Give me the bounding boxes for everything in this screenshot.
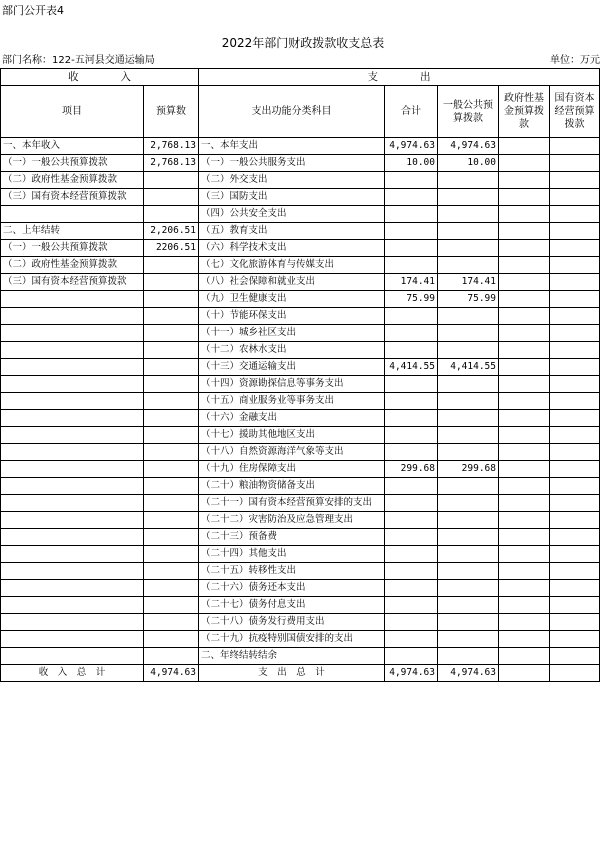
expenditure-general-cell: [438, 206, 499, 223]
table-row: [1, 529, 600, 546]
income-budget-cell: [144, 257, 199, 274]
income-budget-cell: 2206.51: [144, 240, 199, 257]
income-item-cell: [1, 495, 144, 512]
expenditure-fund-total: [499, 665, 550, 682]
expenditure-state-cell: [550, 138, 600, 155]
expenditure-total-cell: [385, 308, 438, 325]
expenditure-function-cell: （一）一般公共服务支出: [199, 155, 385, 172]
table-row: [1, 291, 600, 308]
column-header-total: 合计: [385, 86, 438, 138]
expenditure-fund-cell: [499, 529, 550, 546]
income-item-cell: [1, 342, 144, 359]
table-row: [1, 325, 600, 342]
income-item-cell: [1, 614, 144, 631]
table-row: [1, 240, 600, 257]
income-item-cell: （三）国有资本经营预算拨款: [1, 274, 144, 291]
expenditure-fund-cell: [499, 376, 550, 393]
income-budget-cell: [144, 393, 199, 410]
totals-row: [1, 665, 600, 682]
income-budget-cell: [144, 614, 199, 631]
expenditure-general-cell: 10.00: [438, 155, 499, 172]
expenditure-total-label: 支 出 总 计: [199, 665, 385, 682]
expenditure-state-cell: [550, 529, 600, 546]
income-budget-cell: [144, 342, 199, 359]
income-item-cell: [1, 308, 144, 325]
table-row: [1, 444, 600, 461]
expenditure-state-cell: [550, 631, 600, 648]
expenditure-total-cell: [385, 189, 438, 206]
expenditure-total-cell: [385, 240, 438, 257]
expenditure-total-cell: [385, 393, 438, 410]
expenditure-state-cell: [550, 274, 600, 291]
income-budget-cell: [144, 206, 199, 223]
income-item-cell: [1, 206, 144, 223]
expenditure-fund-cell: [499, 563, 550, 580]
income-budget-cell: [144, 359, 199, 376]
expenditure-total-cell: [385, 444, 438, 461]
expenditure-state-cell: [550, 376, 600, 393]
expenditure-state-cell: [550, 359, 600, 376]
expenditure-total-cell: [385, 325, 438, 342]
expenditure-function-cell: （二十）粮油物资储备支出: [199, 478, 385, 495]
income-budget-cell: [144, 631, 199, 648]
expenditure-fund-cell: [499, 257, 550, 274]
table-row: [1, 189, 600, 206]
column-header-state: 国有资本经营预算拨款: [550, 86, 600, 138]
income-budget-cell: [144, 410, 199, 427]
expenditure-total-cell: 75.99: [385, 291, 438, 308]
income-budget-cell: [144, 189, 199, 206]
expenditure-general-cell: [438, 325, 499, 342]
expenditure-function-cell: （十四）资源勘探信息等事务支出: [199, 376, 385, 393]
expenditure-general-cell: [438, 308, 499, 325]
table-row: [1, 257, 600, 274]
expenditure-total-cell: [385, 495, 438, 512]
expenditure-fund-cell: [499, 206, 550, 223]
expenditure-state-cell: [550, 512, 600, 529]
table-row: [1, 393, 600, 410]
income-item-cell: [1, 325, 144, 342]
expenditure-function-cell: （十）节能环保支出: [199, 308, 385, 325]
expenditure-function-cell: （十二）农林水支出: [199, 342, 385, 359]
expenditure-function-cell: 一、本年支出: [199, 138, 385, 155]
expenditure-function-cell: （十一）城乡社区支出: [199, 325, 385, 342]
expenditure-fund-cell: [499, 274, 550, 291]
expenditure-state-cell: [550, 546, 600, 563]
expenditure-fund-cell: [499, 495, 550, 512]
income-budget-cell: 2,768.13: [144, 138, 199, 155]
expenditure-state-cell: [550, 206, 600, 223]
expenditure-state-cell: [550, 461, 600, 478]
expenditure-function-cell: （二十六）债务还本支出: [199, 580, 385, 597]
expenditure-general-cell: 299.68: [438, 461, 499, 478]
expenditure-total-cell: [385, 529, 438, 546]
table-row: [1, 138, 600, 155]
expenditure-function-cell: （十五）商业服务业等事务支出: [199, 393, 385, 410]
expenditure-fund-cell: [499, 342, 550, 359]
table-row: [1, 376, 600, 393]
expenditure-function-cell: （二十四）其他支出: [199, 546, 385, 563]
table-row: [1, 461, 600, 478]
expenditure-fund-cell: [499, 648, 550, 665]
table-row: [1, 648, 600, 665]
income-budget-cell: [144, 376, 199, 393]
income-item-cell: 二、上年结转: [1, 223, 144, 240]
expenditure-fund-cell: [499, 461, 550, 478]
expenditure-fund-cell: [499, 359, 550, 376]
table-row: [1, 597, 600, 614]
income-budget-cell: [144, 546, 199, 563]
expenditure-state-cell: [550, 342, 600, 359]
expenditure-general-cell: [438, 223, 499, 240]
expenditure-general-cell: 174.41: [438, 274, 499, 291]
expenditure-function-cell: （二十三）预备费: [199, 529, 385, 546]
expenditure-total-cell: 174.41: [385, 274, 438, 291]
income-item-cell: [1, 376, 144, 393]
income-item-cell: （二）政府性基金预算拨款: [1, 172, 144, 189]
expenditure-total-cell: [385, 427, 438, 444]
expenditure-general-cell: [438, 597, 499, 614]
income-budget-cell: [144, 597, 199, 614]
expenditure-state-cell: [550, 257, 600, 274]
income-item-cell: [1, 580, 144, 597]
expenditure-general-cell: [438, 580, 499, 597]
expenditure-fund-cell: [499, 478, 550, 495]
expenditure-fund-cell: [499, 172, 550, 189]
expenditure-state-cell: [550, 393, 600, 410]
income-item-cell: [1, 648, 144, 665]
table-row: [1, 155, 600, 172]
expenditure-state-cell: [550, 325, 600, 342]
expenditure-total-cell: [385, 172, 438, 189]
expenditure-general-cell: [438, 342, 499, 359]
expenditure-function-cell: （二十一）国有资本经营预算安排的支出: [199, 495, 385, 512]
expenditure-general-cell: [438, 427, 499, 444]
expenditure-state-total: [550, 665, 600, 682]
income-total-label: 收 入 总 计: [1, 665, 144, 682]
table-header-group-row: [1, 69, 600, 86]
expenditure-total-value: 4,974.63: [385, 665, 438, 682]
income-total-value: 4,974.63: [144, 665, 199, 682]
income-item-cell: [1, 529, 144, 546]
expenditure-fund-cell: [499, 444, 550, 461]
expenditure-state-cell: [550, 291, 600, 308]
expenditure-state-cell: [550, 478, 600, 495]
income-item-cell: [1, 597, 144, 614]
income-budget-cell: [144, 495, 199, 512]
income-item-cell: [1, 427, 144, 444]
expenditure-state-cell: [550, 240, 600, 257]
expenditure-total-cell: [385, 512, 438, 529]
expenditure-function-cell: （二）外交支出: [199, 172, 385, 189]
expenditure-function-cell: （五）教育支出: [199, 223, 385, 240]
expenditure-fund-cell: [499, 138, 550, 155]
expenditure-state-cell: [550, 444, 600, 461]
expenditure-fund-cell: [499, 597, 550, 614]
expenditure-total-cell: [385, 206, 438, 223]
expenditure-general-cell: [438, 172, 499, 189]
expenditure-state-cell: [550, 308, 600, 325]
expenditure-total-cell: [385, 614, 438, 631]
expenditure-fund-cell: [499, 240, 550, 257]
expenditure-state-cell: [550, 427, 600, 444]
expenditure-general-cell: [438, 648, 499, 665]
income-budget-cell: [144, 529, 199, 546]
expenditure-fund-cell: [499, 512, 550, 529]
expenditure-function-cell: （十六）金融支出: [199, 410, 385, 427]
table-row: [1, 410, 600, 427]
expenditure-fund-cell: [499, 155, 550, 172]
expenditure-fund-cell: [499, 631, 550, 648]
income-item-cell: （一）一般公共预算拨款: [1, 240, 144, 257]
expenditure-function-cell: （七）文化旅游体育与传媒支出: [199, 257, 385, 274]
table-row: [1, 546, 600, 563]
table-row: [1, 614, 600, 631]
income-item-cell: [1, 393, 144, 410]
income-item-cell: [1, 478, 144, 495]
expenditure-fund-cell: [499, 614, 550, 631]
table-row: [1, 495, 600, 512]
expenditure-state-cell: [550, 563, 600, 580]
expenditure-function-cell: （二十九）抗疫特别国债安排的支出: [199, 631, 385, 648]
expenditure-function-cell: （九）卫生健康支出: [199, 291, 385, 308]
expenditure-total-cell: 4,414.55: [385, 359, 438, 376]
expenditure-fund-cell: [499, 189, 550, 206]
income-budget-cell: [144, 308, 199, 325]
table-row: [1, 223, 600, 240]
expenditure-general-cell: [438, 495, 499, 512]
unit-label: 单位：万元: [550, 55, 600, 66]
income-item-cell: [1, 563, 144, 580]
expenditure-function-cell: （十七）援助其他地区支出: [199, 427, 385, 444]
expenditure-fund-cell: [499, 546, 550, 563]
table-row: [1, 563, 600, 580]
expenditure-fund-cell: [499, 410, 550, 427]
table-row: [1, 206, 600, 223]
expenditure-fund-cell: [499, 393, 550, 410]
column-header-fund: 政府性基金预算拨款: [499, 86, 550, 138]
table-row: [1, 342, 600, 359]
expenditure-state-cell: [550, 580, 600, 597]
expenditure-state-cell: [550, 410, 600, 427]
table-row: [1, 359, 600, 376]
expenditure-state-cell: [550, 155, 600, 172]
income-budget-cell: [144, 512, 199, 529]
expenditure-general-cell: [438, 631, 499, 648]
expenditure-general-cell: 4,414.55: [438, 359, 499, 376]
income-item-cell: （二）政府性基金预算拨款: [1, 257, 144, 274]
table-row: [1, 512, 600, 529]
expenditure-fund-cell: [499, 308, 550, 325]
expenditure-total-cell: [385, 257, 438, 274]
expenditure-function-cell: （十九）住房保障支出: [199, 461, 385, 478]
expenditure-total-cell: [385, 376, 438, 393]
income-budget-cell: [144, 580, 199, 597]
expenditure-general-cell: [438, 376, 499, 393]
income-budget-cell: [144, 274, 199, 291]
expenditure-fund-cell: [499, 427, 550, 444]
expenditure-function-cell: （四）公共安全支出: [199, 206, 385, 223]
expenditure-general-cell: [438, 393, 499, 410]
expenditure-function-cell: （二十七）债务付息支出: [199, 597, 385, 614]
income-item-cell: [1, 631, 144, 648]
expenditure-state-cell: [550, 495, 600, 512]
income-budget-cell: 2,206.51: [144, 223, 199, 240]
expenditure-general-cell: [438, 546, 499, 563]
expenditure-total-cell: [385, 563, 438, 580]
expenditure-state-cell: [550, 597, 600, 614]
income-item-cell: [1, 444, 144, 461]
expenditure-total-cell: [385, 597, 438, 614]
expenditure-state-cell: [550, 614, 600, 631]
income-item-cell: [1, 291, 144, 308]
expenditure-general-cell: [438, 563, 499, 580]
income-item-cell: [1, 512, 144, 529]
expenditure-fund-cell: [499, 223, 550, 240]
department-name: 部门名称：122-五河县交通运输局: [2, 55, 155, 66]
expenditure-state-cell: [550, 172, 600, 189]
expenditure-total-cell: 4,974.63: [385, 138, 438, 155]
income-budget-cell: 2,768.13: [144, 155, 199, 172]
expenditure-general-cell: [438, 478, 499, 495]
income-budget-cell: [144, 563, 199, 580]
expenditure-total-cell: [385, 223, 438, 240]
expenditure-fund-cell: [499, 291, 550, 308]
expenditure-total-cell: [385, 648, 438, 665]
income-budget-cell: [144, 648, 199, 665]
income-budget-cell: [144, 427, 199, 444]
expenditure-header: 支 出: [199, 69, 600, 86]
expenditure-total-cell: 10.00: [385, 155, 438, 172]
expenditure-general-cell: 75.99: [438, 291, 499, 308]
expenditure-function-cell: （三）国防支出: [199, 189, 385, 206]
column-header-general: 一般公共预算拨款: [438, 86, 499, 138]
income-budget-cell: [144, 478, 199, 495]
table-row: [1, 274, 600, 291]
table-row: [1, 427, 600, 444]
document-label: 部门公开表4: [2, 4, 64, 17]
column-header-function: 支出功能分类科目: [199, 86, 385, 138]
expenditure-general-cell: [438, 444, 499, 461]
expenditure-general-cell: [438, 257, 499, 274]
expenditure-general-cell: [438, 529, 499, 546]
expenditure-general-cell: [438, 189, 499, 206]
expenditure-total-cell: [385, 631, 438, 648]
expenditure-general-cell: [438, 410, 499, 427]
table-row: [1, 631, 600, 648]
income-budget-cell: [144, 444, 199, 461]
expenditure-function-cell: （二十八）债务发行费用支出: [199, 614, 385, 631]
income-item-cell: [1, 546, 144, 563]
table-body: [1, 138, 600, 665]
expenditure-function-cell: （十八）自然资源海洋气象等支出: [199, 444, 385, 461]
expenditure-total-cell: [385, 342, 438, 359]
expenditure-function-cell: 二、年终结转结余: [199, 648, 385, 665]
expenditure-state-cell: [550, 648, 600, 665]
expenditure-function-cell: （二十二）灾害防治及应急管理支出: [199, 512, 385, 529]
income-item-cell: [1, 359, 144, 376]
income-item-cell: （三）国有资本经营预算拨款: [1, 189, 144, 206]
income-budget-cell: [144, 325, 199, 342]
income-item-cell: （一）一般公共预算拨款: [1, 155, 144, 172]
expenditure-general-cell: [438, 240, 499, 257]
table-row: [1, 580, 600, 597]
expenditure-total-cell: [385, 580, 438, 597]
income-item-cell: [1, 461, 144, 478]
expenditure-total-cell: [385, 546, 438, 563]
expenditure-function-cell: （十三）交通运输支出: [199, 359, 385, 376]
income-item-cell: 一、本年收入: [1, 138, 144, 155]
expenditure-function-cell: （二十五）转移性支出: [199, 563, 385, 580]
income-budget-cell: [144, 461, 199, 478]
income-item-cell: [1, 410, 144, 427]
expenditure-function-cell: （六）科学技术支出: [199, 240, 385, 257]
column-header-item: 项目: [1, 86, 144, 138]
page-title: 2022年部门财政拨款收支总表: [221, 36, 385, 50]
expenditure-general-cell: [438, 512, 499, 529]
table-row: [1, 478, 600, 495]
income-budget-cell: [144, 172, 199, 189]
expenditure-state-cell: [550, 189, 600, 206]
income-header: 收 入: [1, 69, 199, 86]
expenditure-total-cell: 299.68: [385, 461, 438, 478]
expenditure-general-total: 4,974.63: [438, 665, 499, 682]
expenditure-total-cell: [385, 410, 438, 427]
expenditure-general-cell: 4,974.63: [438, 138, 499, 155]
income-budget-cell: [144, 291, 199, 308]
expenditure-fund-cell: [499, 325, 550, 342]
expenditure-function-cell: （八）社会保障和就业支出: [199, 274, 385, 291]
column-header-budget: 预算数: [144, 86, 199, 138]
expenditure-state-cell: [550, 223, 600, 240]
expenditure-general-cell: [438, 614, 499, 631]
table-row: [1, 172, 600, 189]
table-header-row: [1, 86, 600, 138]
expenditure-fund-cell: [499, 580, 550, 597]
expenditure-total-cell: [385, 478, 438, 495]
budget-table: [0, 68, 600, 682]
table-row: [1, 308, 600, 325]
